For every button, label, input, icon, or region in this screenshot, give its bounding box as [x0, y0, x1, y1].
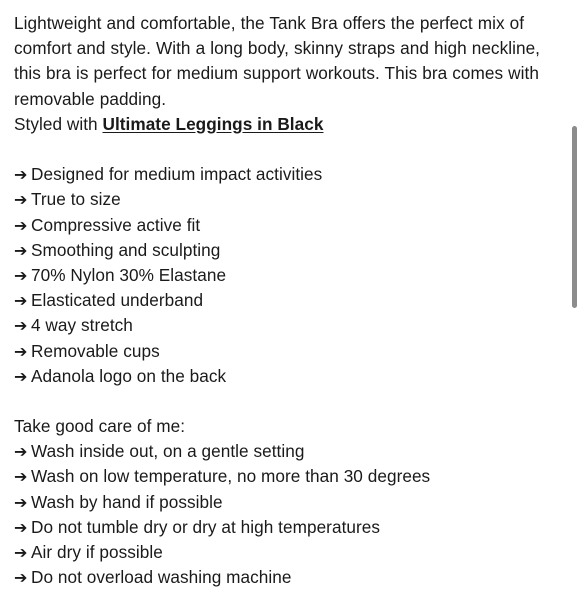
arrow-right-icon: ➔ [14, 545, 28, 562]
care-text: Wash by hand if possible [31, 491, 223, 512]
feature-item [14, 238, 559, 263]
feature-item [14, 288, 559, 313]
care-item [14, 565, 559, 590]
arrow-right-icon: ➔ [14, 167, 28, 185]
arrow-right-icon: ➔ [14, 293, 28, 311]
description-paragraph: Lightweight and comfortable, the Tank Bra offers the perfect mix of comfort and style. With a long body, skinny straps and high neckline, this bra is perfect for medium support workouts. This bra comes with removable padding. [14, 13, 540, 109]
feature-text: Elasticated underband [31, 290, 204, 311]
care-text: Wash on low temperature, no more than 30 degrees [31, 466, 431, 487]
arrow-right-icon: ➔ [14, 519, 28, 537]
feature-text: Compressive active fit [31, 214, 201, 235]
arrow-right-icon: ➔ [14, 217, 28, 235]
arrow-right-icon: ➔ [14, 469, 28, 487]
care-item [14, 515, 559, 540]
feature-list [14, 162, 559, 389]
feature-item [14, 187, 559, 212]
arrow-right-icon: ➔ [14, 343, 28, 361]
feature-item [14, 364, 559, 389]
feature-item [14, 263, 559, 288]
scrollbar-thumb[interactable] [572, 126, 577, 308]
care-heading: Take good care of me: [14, 416, 186, 437]
feature-item [14, 339, 559, 364]
care-text: Wash inside out, on a gentle setting [31, 441, 305, 462]
arrow-right-icon: ➔ [14, 494, 28, 512]
care-item [14, 490, 559, 515]
product-description [14, 11, 559, 590]
arrow-right-icon: ➔ [14, 368, 28, 386]
feature-text: Designed for medium impact activities [31, 164, 323, 185]
care-section [14, 414, 559, 590]
feature-item [14, 213, 559, 238]
arrow-right-icon: ➔ [14, 192, 28, 210]
spacer [14, 137, 559, 162]
care-item [14, 540, 559, 565]
feature-text: 70% Nylon 30% Elastane [31, 264, 227, 285]
ultimate-leggings-link[interactable]: Ultimate Leggings in Black [102, 113, 324, 134]
feature-item [14, 162, 559, 187]
care-text: Do not overload washing machine [31, 567, 292, 588]
feature-text: Removable cups [31, 340, 160, 361]
styled-with-prefix: Styled with [14, 113, 103, 134]
arrow-right-icon: ➔ [14, 444, 28, 462]
arrow-right-icon: ➔ [14, 318, 28, 336]
arrow-right-icon: ➔ [14, 267, 28, 285]
feature-text: True to size [31, 189, 121, 210]
feature-text: Smoothing and sculpting [31, 239, 221, 260]
feature-text: Adanola logo on the back [31, 365, 227, 386]
care-item [14, 439, 559, 464]
feature-text: 4 way stretch [31, 315, 133, 336]
styled-with-line [14, 112, 559, 137]
arrow-right-icon: ➔ [14, 570, 28, 588]
feature-item [14, 313, 559, 338]
spacer [14, 389, 559, 414]
care-text: Do not tumble dry or dry at high temperatures [31, 516, 381, 537]
care-text: Air dry if possible [31, 542, 163, 562]
arrow-right-icon: ➔ [14, 242, 28, 260]
care-item [14, 464, 559, 489]
